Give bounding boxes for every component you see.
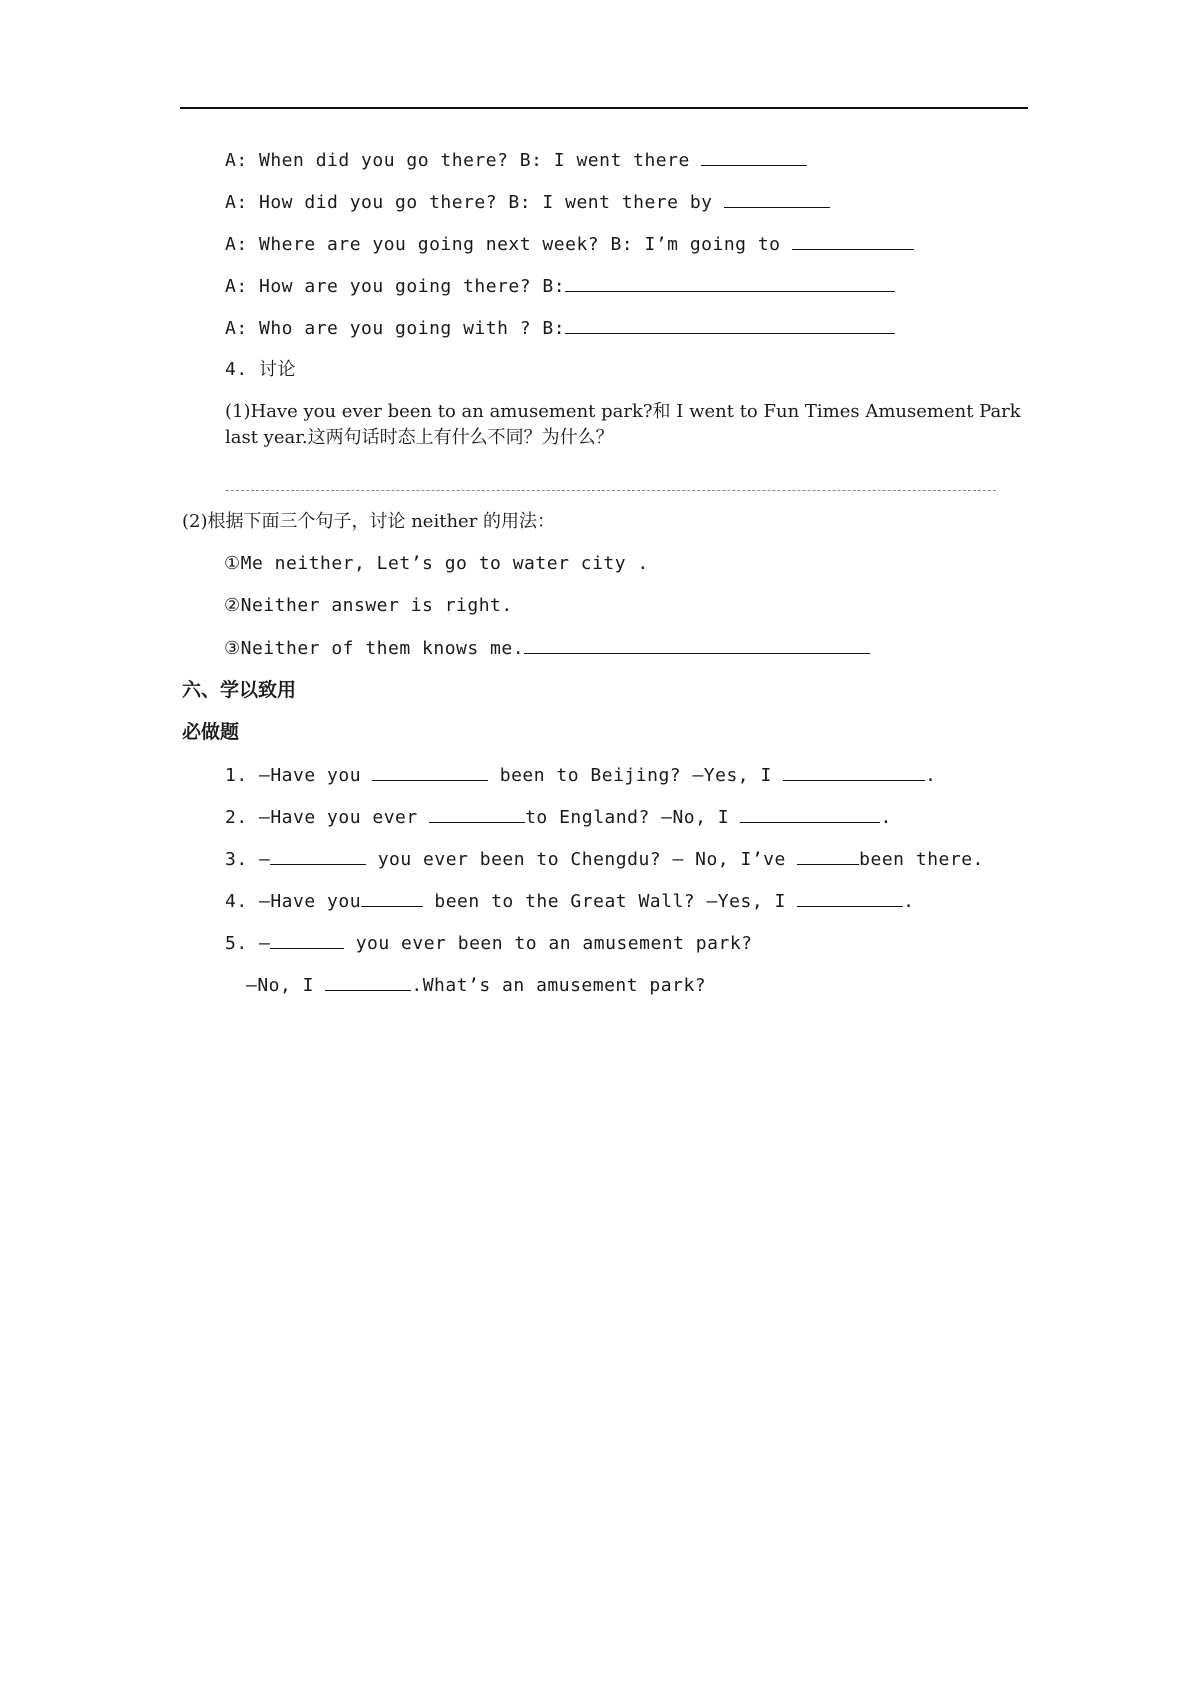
exercise-4: 4. —Have you been to the Great Wall? —Yes, I . xyxy=(225,888,915,915)
dialogue-line-2: A: How did you go there? B: I went there by xyxy=(225,189,830,216)
answer-blank[interactable] xyxy=(372,762,488,781)
discussion-q2-intro: (2)根据下面三个句子，讨论 neither 的用法： xyxy=(182,511,556,532)
answer-blank[interactable] xyxy=(325,972,411,991)
discussion-q2-item-3: ③Neither of them knows me. xyxy=(224,635,870,662)
exercise-2: 2. —Have you ever to England? —No, I . xyxy=(225,804,892,831)
answer-blank[interactable] xyxy=(361,888,423,907)
answer-blank[interactable] xyxy=(270,930,344,949)
answer-blank[interactable] xyxy=(270,846,366,865)
answer-blank[interactable] xyxy=(565,315,895,334)
answer-blank[interactable] xyxy=(783,762,925,781)
section-subtitle: 必做题 xyxy=(182,721,240,743)
answer-blank[interactable] xyxy=(565,273,895,292)
discussion-heading: 4. 讨论 xyxy=(225,359,297,380)
dialogue-line-3: A: Where are you going next week? B: I’m going to xyxy=(225,231,914,258)
exercise-3: 3. — you ever been to Chengdu? — No, I’ve been there. xyxy=(225,846,984,873)
answer-blank[interactable] xyxy=(429,804,525,823)
exercise-1: 1. —Have you been to Beijing? —Yes, I . xyxy=(225,762,937,789)
answer-blank[interactable] xyxy=(797,846,859,865)
header-rule xyxy=(180,107,1028,109)
discussion-q2-item-2: ②Neither answer is right. xyxy=(224,595,513,616)
section-title: 六、学以致用 xyxy=(182,679,297,701)
answer-blank[interactable] xyxy=(797,888,903,907)
exercise-5: 5. — you ever been to an amusement park? xyxy=(225,930,753,957)
answer-blank[interactable] xyxy=(740,804,880,823)
discussion-q2-item-1: ①Me neither, Let’s go to water city . xyxy=(224,553,649,574)
answer-blank[interactable] xyxy=(724,189,830,208)
dialogue-line-5: A: Who are you going with ? B: xyxy=(225,315,895,342)
answer-blank[interactable] xyxy=(524,635,870,654)
answer-blank[interactable] xyxy=(701,147,807,166)
dialogue-line-4: A: How are you going there? B: xyxy=(225,273,895,300)
exercise-5-reply: —No, I .What’s an amusement park? xyxy=(246,972,706,999)
discussion-q1-line1: (1)Have you ever been to an amusement park?和 I went to Fun Times Amusement Park xyxy=(225,401,1021,422)
dialogue-line-1: A: When did you go there? B: I went there xyxy=(225,147,807,174)
discussion-q1-line2: last year.这两句话时态上有什么不同？为什么？ xyxy=(225,427,614,448)
answer-blank[interactable] xyxy=(792,231,914,250)
answer-rule[interactable] xyxy=(226,490,996,491)
